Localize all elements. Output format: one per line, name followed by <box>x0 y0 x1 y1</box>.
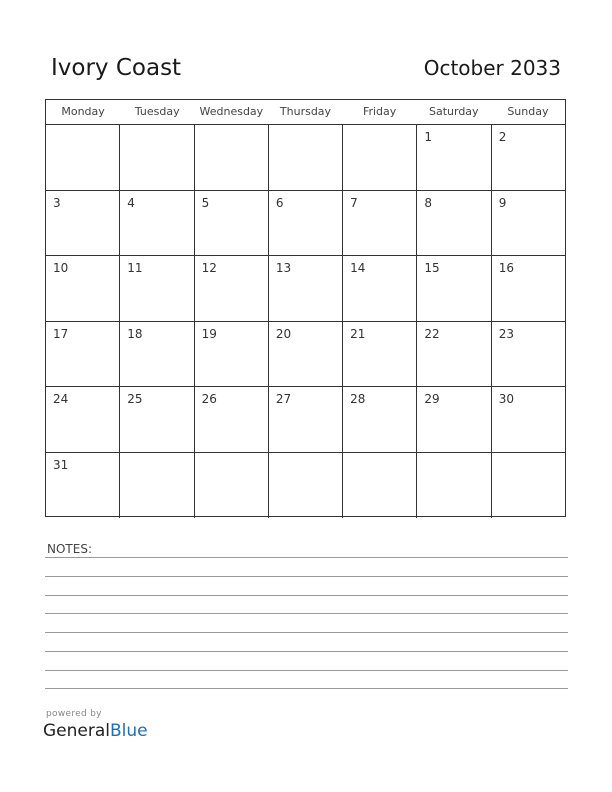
day-cell <box>120 256 194 321</box>
day-number: 11 <box>127 261 143 275</box>
day-cell <box>269 256 343 321</box>
weekday-label: Friday <box>362 105 397 118</box>
day-number: 10 <box>53 261 69 275</box>
day-number: 14 <box>350 261 366 275</box>
day-cell <box>195 256 269 321</box>
day-cell <box>269 322 343 387</box>
day-cell <box>120 322 194 387</box>
day-cell <box>269 453 343 519</box>
day-number: 4 <box>127 195 135 210</box>
day-cell <box>343 387 417 452</box>
week-row <box>46 453 565 519</box>
day-cell <box>417 256 491 321</box>
day-cell <box>417 322 491 387</box>
notes-line <box>45 576 568 577</box>
day-number: 25 <box>127 392 143 406</box>
notes-line <box>45 670 568 671</box>
day-number: 8 <box>424 195 433 210</box>
day-number: 22 <box>424 326 440 341</box>
notes-line <box>45 595 568 596</box>
day-number: 9 <box>498 195 507 210</box>
day-number: 23 <box>498 326 514 341</box>
notes-line <box>45 557 568 558</box>
day-number: 2 <box>498 130 507 144</box>
notes-line <box>45 688 568 689</box>
week-row <box>46 256 565 322</box>
day-cell <box>195 387 269 452</box>
day-cell <box>492 256 565 321</box>
day-cell <box>343 256 417 321</box>
day-number: 24 <box>53 392 69 406</box>
day-number: 5 <box>201 195 210 210</box>
day-number: 1 <box>424 130 433 144</box>
day-cell <box>46 322 120 387</box>
day-cell <box>417 191 491 256</box>
generalblue-logo[interactable] <box>43 721 148 741</box>
day-cell <box>492 191 565 256</box>
day-number: 29 <box>424 392 440 406</box>
day-number: 17 <box>53 326 69 341</box>
day-cell <box>492 453 565 519</box>
weekday-label: Sunday <box>507 105 549 118</box>
weekday-label: Monday <box>61 105 105 118</box>
day-cell <box>120 191 194 256</box>
day-cell <box>343 191 417 256</box>
weekday-label: Saturday <box>428 105 479 118</box>
day-cell <box>195 453 269 519</box>
day-number: 21 <box>350 326 366 341</box>
day-cell <box>46 191 120 256</box>
day-cell <box>120 387 194 452</box>
day-number: 30 <box>498 392 514 406</box>
powered-by-text: powered by <box>46 709 102 719</box>
day-number: 31 <box>53 457 69 472</box>
week-row <box>46 322 565 388</box>
brand-general: General <box>43 721 110 741</box>
notes-label: NOTES: <box>47 542 92 556</box>
notes-line <box>45 632 568 633</box>
day-cell <box>195 125 269 190</box>
day-cell <box>492 322 565 387</box>
weekday-label: Tuesday <box>134 105 180 118</box>
week-row <box>46 125 565 191</box>
day-cell <box>46 125 120 190</box>
day-cell <box>195 322 269 387</box>
country-title: Ivory Coast <box>51 55 182 81</box>
day-cell <box>46 256 120 321</box>
day-number: 16 <box>498 261 514 275</box>
day-number: 26 <box>201 392 217 406</box>
day-cell <box>195 191 269 256</box>
notes-line <box>45 613 568 614</box>
day-cell <box>492 387 565 452</box>
weekday-label: Thursday <box>279 105 332 118</box>
day-number: 7 <box>350 195 358 210</box>
weekday-header <box>46 100 565 125</box>
day-cell <box>417 453 491 519</box>
day-cell <box>46 387 120 452</box>
day-cell <box>46 453 120 519</box>
day-cell <box>269 125 343 190</box>
day-number: 3 <box>53 195 61 210</box>
day-cell <box>417 387 491 452</box>
calendar-grid <box>45 99 566 517</box>
day-number: 27 <box>275 392 292 406</box>
day-number: 13 <box>275 261 292 275</box>
day-number: 6 <box>275 195 284 210</box>
day-cell <box>343 125 417 190</box>
day-cell <box>417 125 491 190</box>
day-cell <box>343 322 417 387</box>
day-cell <box>343 453 417 519</box>
day-number: 19 <box>201 326 217 341</box>
day-cell <box>120 125 194 190</box>
week-row <box>46 191 565 257</box>
day-cell <box>269 191 343 256</box>
month-year-title: October 2033 <box>423 56 561 80</box>
week-row <box>46 387 565 453</box>
day-number: 15 <box>424 261 440 275</box>
weekday-label: Wednesday <box>199 105 264 118</box>
day-cell <box>269 387 343 452</box>
day-number: 28 <box>350 392 366 406</box>
day-number: 20 <box>275 326 292 341</box>
brand-blue: Blue <box>110 721 148 741</box>
notes-line <box>45 651 568 652</box>
day-cell <box>120 453 194 519</box>
day-number: 12 <box>201 261 217 275</box>
day-number: 18 <box>127 326 143 341</box>
day-cell <box>492 125 565 190</box>
